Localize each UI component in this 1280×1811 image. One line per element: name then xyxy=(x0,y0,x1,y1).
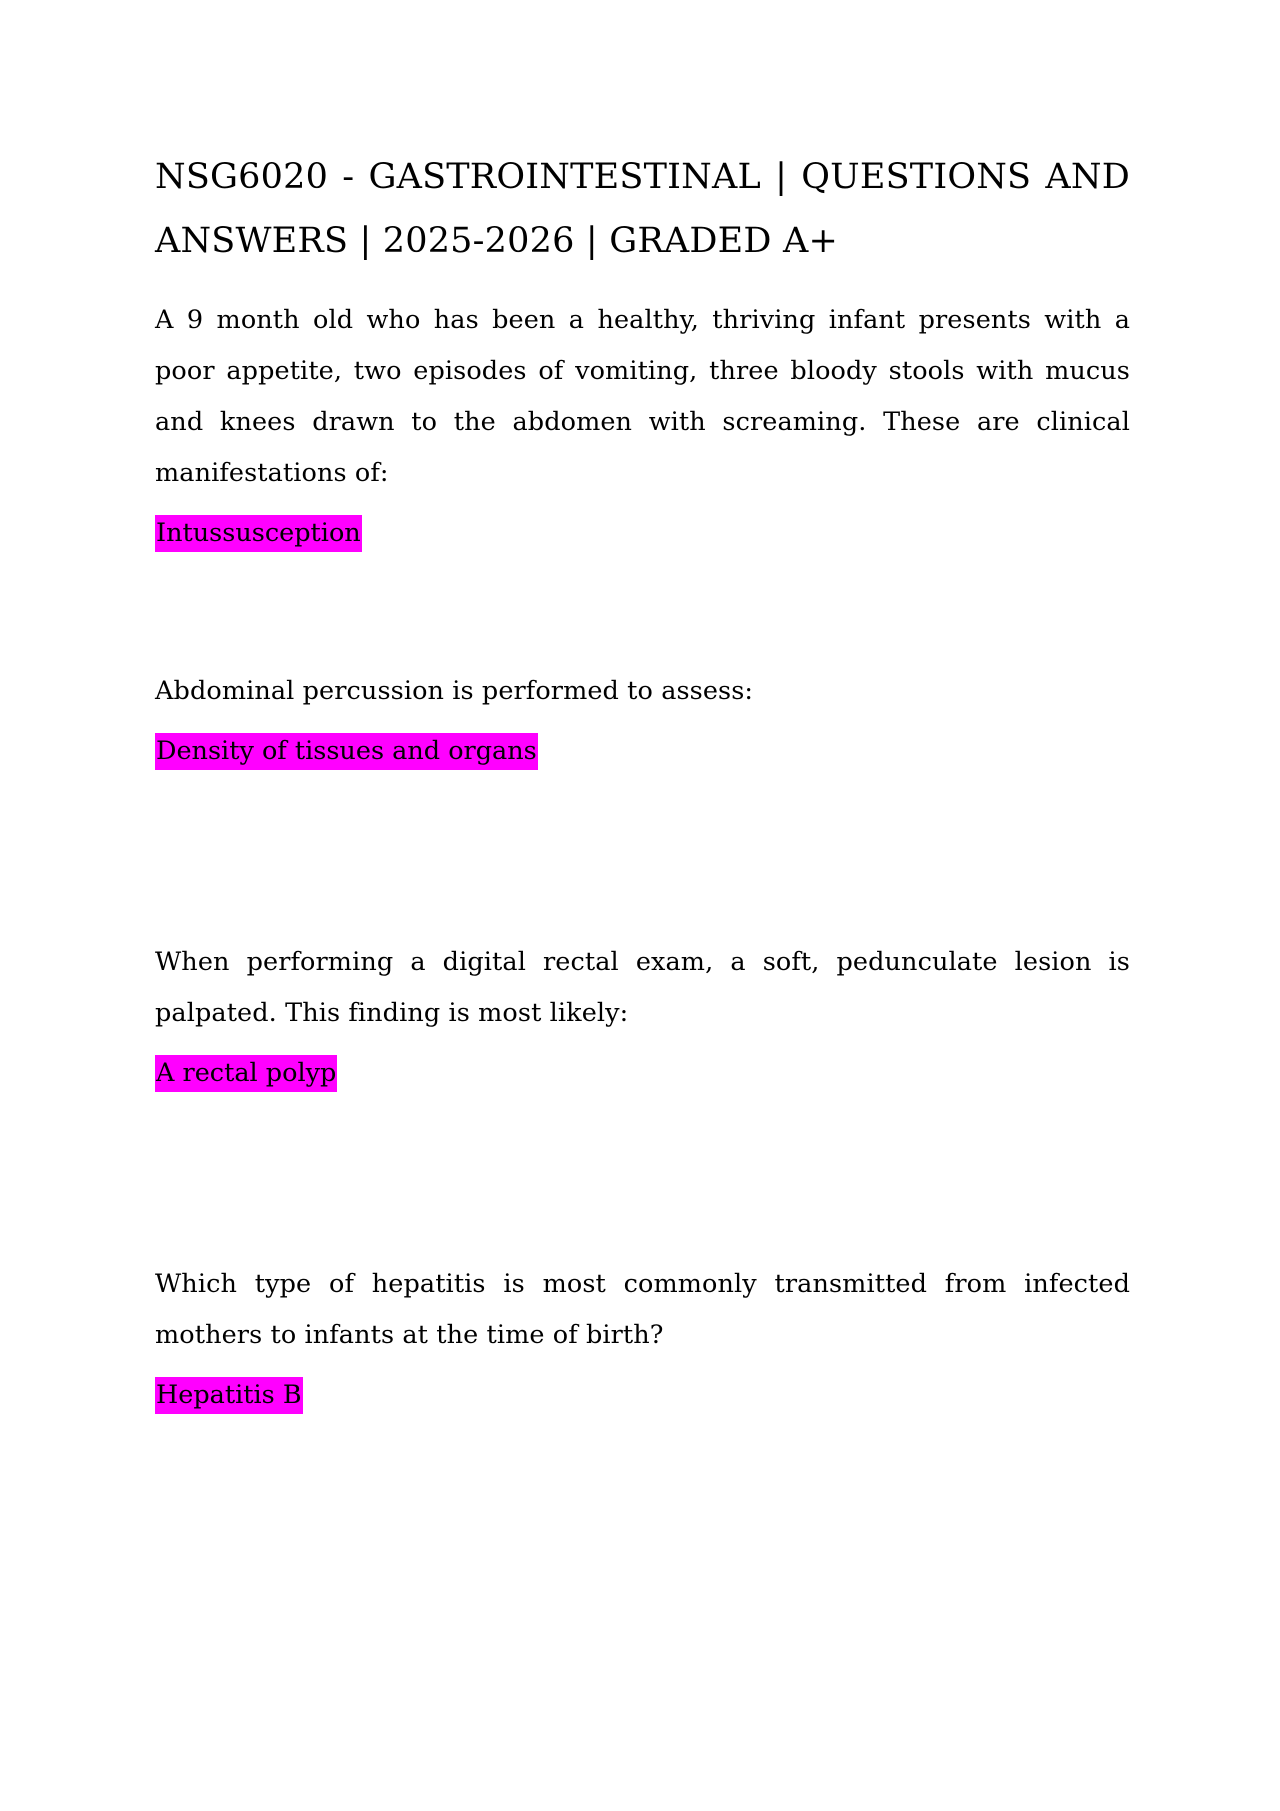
question-text: A 9 month old who has been a healthy, thriving infant presents with a poor appetite, two episodes of vomiting, three bloody stools with mucus and knees drawn to the abdomen with screaming. These are clinical manifestations of: xyxy=(155,305,1130,488)
question-text: Which type of hepatitis is most commonly transmitted from infected mothers to infants at the time of birth? xyxy=(155,1269,1130,1350)
document-title: NSG6020 - GASTROINTESTINAL | QUESTIONS AND ANSWERS | 2025-2026 | GRADED A+ xyxy=(155,157,1130,261)
question-text: Abdominal percussion is performed to assess: xyxy=(155,676,754,706)
qa-item xyxy=(155,666,1130,770)
highlighted-answer: A rectal polyp xyxy=(155,1055,337,1092)
qa-item xyxy=(155,295,1130,552)
qa-item xyxy=(155,1259,1130,1414)
highlighted-answer: Density of tissues and organs xyxy=(155,733,538,770)
highlighted-answer: Intussusception xyxy=(155,515,362,552)
qa-item xyxy=(155,937,1130,1092)
highlighted-answer: Hepatitis B xyxy=(155,1377,303,1414)
question-text: When performing a digital rectal exam, a soft, pedunculate lesion is palpated. This finding is most likely: xyxy=(155,947,1130,1028)
